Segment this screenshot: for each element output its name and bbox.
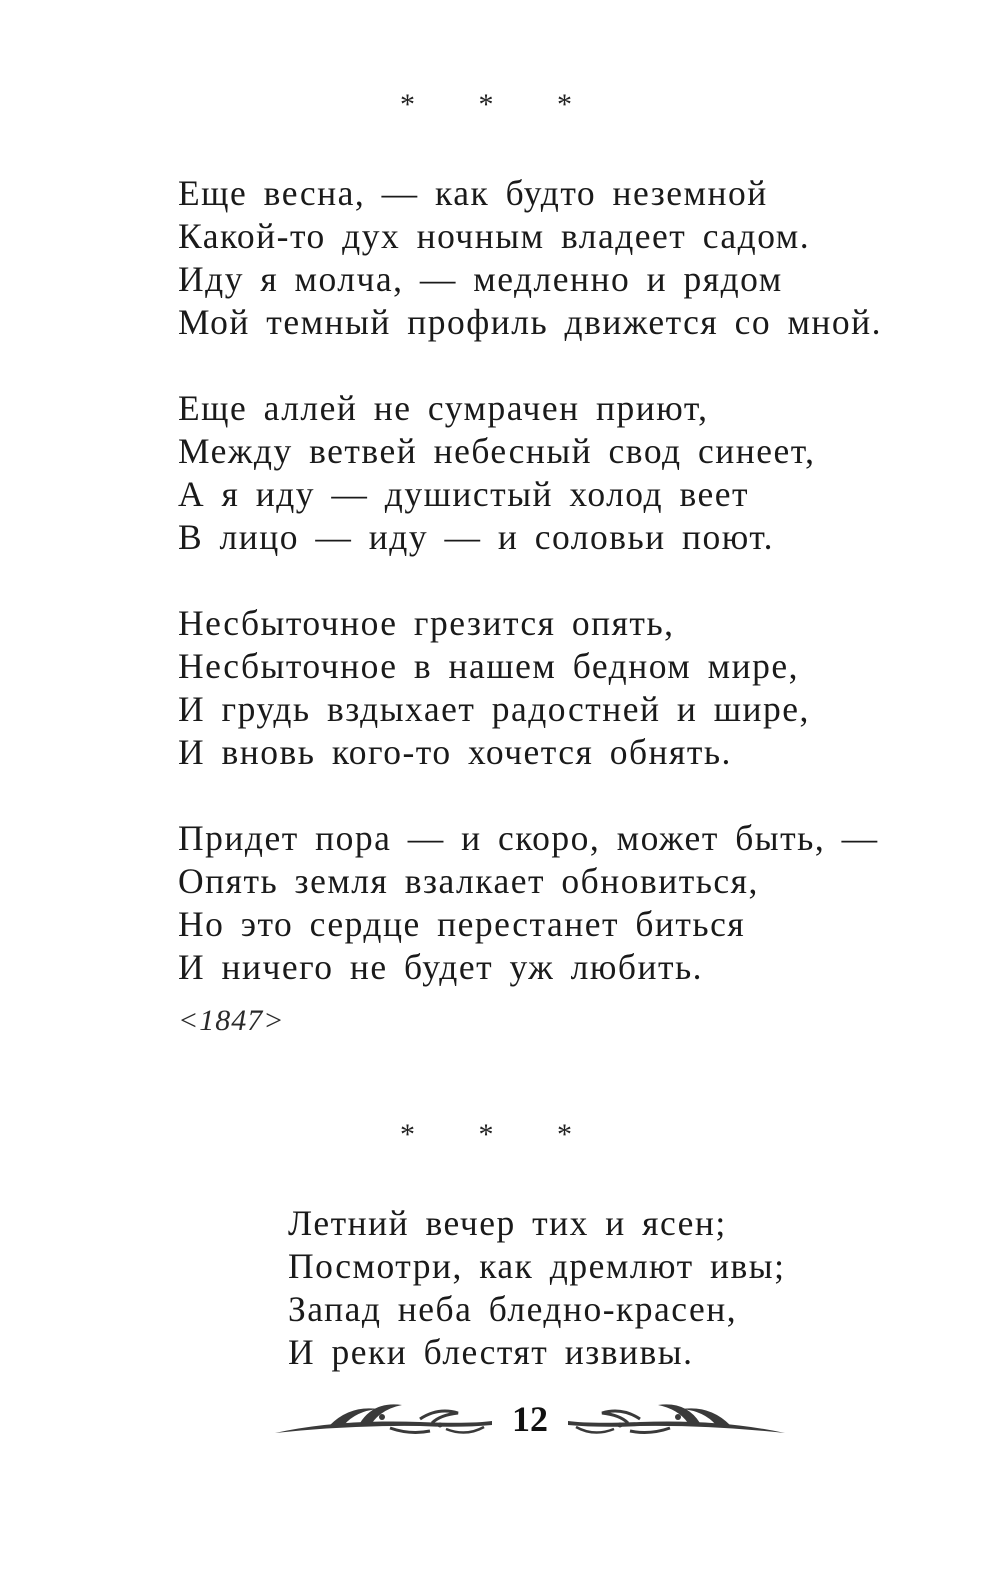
poem-line: Мой темный профиль движется со мной. (178, 302, 883, 342)
poem1-date: <1847> (178, 1004, 285, 1037)
poem-line: Посмотри, как дремлют ивы; (288, 1246, 786, 1286)
poem-line: В лицо — иду — и соловьи поют. (178, 517, 775, 557)
poem-line: Между ветвей небесный свод синеет, (178, 431, 816, 471)
page-number: 12 (512, 1399, 548, 1439)
poem1-stanza-3 (178, 602, 882, 774)
poem-line: И реки блестят извивы. (288, 1332, 694, 1372)
poem-line: Несбыточное в нашем бедном мире, (178, 646, 799, 686)
poem-line: Опять земля взалкает обновиться, (178, 861, 759, 901)
poem-line: И грудь вздыхает радостней и шире, (178, 689, 810, 729)
poem-line: Летний вечер тих и ясен; (288, 1203, 727, 1243)
poem-line: Запад неба бледно-красен, (288, 1289, 738, 1329)
poem1-stanza-4 (178, 817, 882, 989)
poem-line: А я иду — душистый холод веет (178, 474, 750, 514)
poem1-stanza-1 (178, 172, 882, 344)
poem-line: И ничего не будет уж любить. (178, 947, 704, 987)
poem2-body (288, 1202, 785, 1374)
poem1-asterism: * * * (400, 88, 600, 121)
poem-line: Придет пора — и скоро, может быть, — (178, 818, 879, 858)
right-flourish-icon (565, 1395, 790, 1445)
poem2-asterism: * * * (400, 1118, 600, 1151)
poem-line: Иду я молча, — медленно и рядом (178, 259, 783, 299)
poem-line: Какой-то дух ночным владеет садом. (178, 216, 811, 256)
poem1-stanza-2 (178, 387, 882, 559)
poem2-stanza-1 (288, 1202, 785, 1374)
poem-line: Несбыточное грезится опять, (178, 603, 675, 643)
poem-line: Еще весна, — как будто неземной (178, 173, 768, 213)
poem1-body (178, 172, 882, 989)
poem-line: Еще аллей не сумрачен приют, (178, 388, 709, 428)
page-footer (270, 1395, 790, 1445)
poem-line: Но это сердце перестанет биться (178, 904, 746, 944)
poem-line: И вновь кого-то хочется обнять. (178, 732, 732, 772)
